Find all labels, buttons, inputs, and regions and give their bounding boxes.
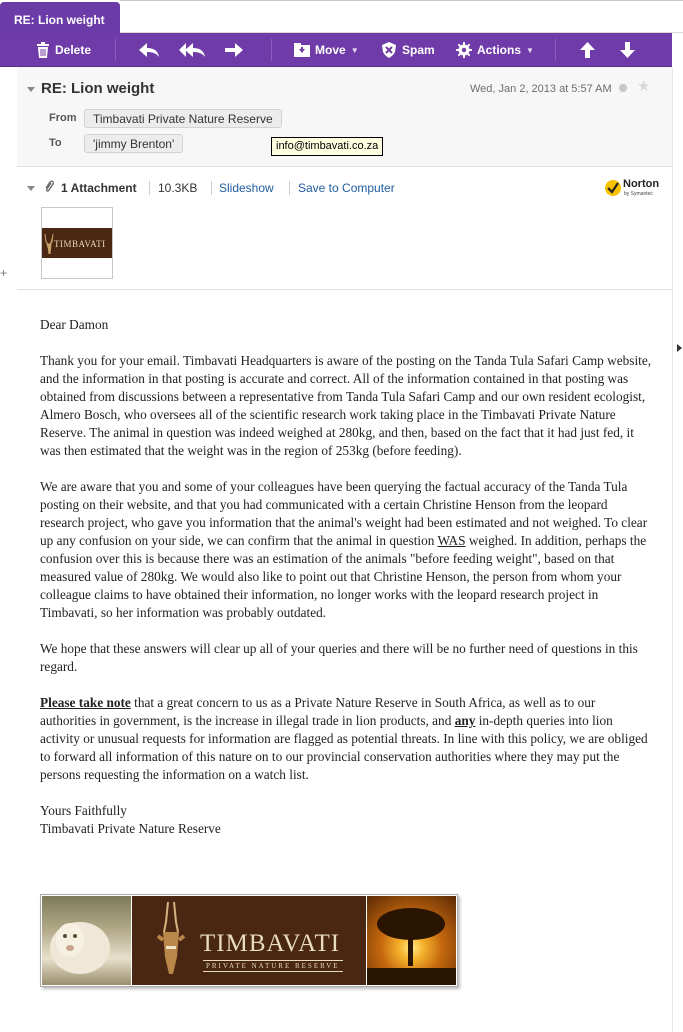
tab-message[interactable]: RE: Lion weight [0, 2, 120, 33]
para4-part-b: in-depth queries into lion activity or unusual requests for information are flagged as potential threats. In line with this policy, we are obliged to forward all information of this nature on to our provincial conservation authorities where they may put the persons requesting the information on a watch list. [40, 713, 648, 782]
attachment-thumbnail[interactable] [41, 207, 113, 279]
paperclip-icon [44, 180, 55, 194]
slideshow-link[interactable]: Slideshow [219, 181, 274, 195]
toolbar-divider [555, 39, 556, 61]
attachment-count: 1 Attachment [61, 181, 137, 195]
forward-button[interactable] [224, 33, 244, 67]
trash-icon [36, 42, 50, 58]
lion-image-icon [42, 896, 131, 985]
para4-any: any [454, 713, 476, 728]
signature: Timbavati Private Nature Reserve [40, 821, 221, 836]
spam-button[interactable] [381, 33, 435, 67]
body-paragraph-4 [40, 694, 654, 784]
attachments-bar [17, 167, 672, 203]
attachment-divider [211, 181, 212, 195]
tab-strip-rule [120, 0, 683, 1]
save-to-computer-link[interactable]: Save to Computer [298, 181, 395, 195]
forward-icon [224, 42, 244, 58]
arrow-down-icon [620, 42, 635, 58]
next-message-button[interactable] [620, 33, 635, 67]
delete-button[interactable] [36, 33, 91, 67]
para2-part-b: weighed. In addition, perhaps the confusion over this is because there was an estimation of the animals "before feeding weight", based on that measured value of 280kg. We would also like to point out that Christine Henson, the person from whom your colleague claims to have obtained their information, no longer works with the leopard research project in Timbavati, so her information was probably outdated. [40, 533, 647, 620]
arrow-up-icon [580, 42, 595, 58]
from-sender-pill[interactable]: Timbavati Private Nature Reserve [84, 109, 282, 128]
from-label: From [49, 112, 77, 124]
white-lion-photo [42, 896, 131, 985]
attachment-divider [149, 181, 150, 195]
gear-icon [456, 42, 472, 58]
move-label: Move [315, 43, 346, 57]
actions-button[interactable] [456, 33, 534, 67]
email-tooltip: info@timbavati.co.za [271, 137, 383, 156]
spam-label: Spam [402, 43, 435, 57]
delete-label: Delete [55, 43, 92, 57]
expand-right-icon[interactable] [677, 344, 682, 352]
to-recipient-pill[interactable]: 'jimmy Brenton' [84, 134, 183, 153]
norton-label: Norton [623, 178, 660, 190]
read-status-dot-icon[interactable] [619, 84, 627, 92]
pane-right-border [672, 67, 673, 1032]
collapse-header-icon[interactable] [27, 87, 35, 92]
reply-all-button[interactable] [178, 33, 206, 67]
move-folder-icon [294, 43, 310, 57]
thumbnail-logo-text: TIMBAVATI [54, 239, 106, 249]
banner-logo-subtitle: PRIVATE NATURE RESERVE [203, 960, 343, 972]
timbavati-banner [40, 894, 458, 987]
timbavati-logo [132, 896, 366, 985]
norton-check-icon [604, 179, 622, 197]
para2-was: WAS [437, 533, 466, 548]
move-button[interactable] [294, 33, 359, 67]
antelope-head-icon [146, 902, 196, 982]
message-date: Wed, Jan 2, 2013 at 5:57 AM [470, 83, 612, 95]
spam-shield-icon [381, 42, 397, 58]
reply-all-icon [178, 42, 206, 58]
norton-sub-label: by Symantec [624, 191, 653, 197]
banner-logo-text: TIMBAVATI [200, 930, 341, 957]
attachment-size: 10.3KB [158, 181, 198, 195]
message-toolbar [0, 33, 672, 67]
expand-pane-icon[interactable]: + [0, 266, 8, 280]
greeting: Dear Damon [40, 317, 109, 332]
closing: Yours Faithfully [40, 803, 127, 818]
body-paragraph-2 [40, 478, 654, 622]
para2-part-a: We are aware that you and some of your colleagues have been querying the factual accuracy of the Tanda Tula posting on their website, and that you had communicated with a certain Christine Henson from the leopard research project, who gave you information that the animal's weight had been estimated and not weighed. To clear up any confusion on your side, we can confirm that the animal in question [40, 479, 648, 548]
tree-silhouette-icon [367, 896, 456, 985]
message-body [40, 316, 654, 838]
message-subject: RE: Lion weight [41, 80, 155, 97]
chevron-down-icon: ▼ [526, 45, 534, 55]
sunset-tree-photo [367, 896, 456, 985]
to-label: To [49, 137, 62, 149]
toolbar-divider [271, 39, 272, 61]
reply-button[interactable] [138, 33, 160, 67]
thumbnail-logo-band [42, 228, 112, 258]
chevron-down-icon: ▼ [350, 45, 359, 55]
para4-part-a: that a great concern to us as a Private Nature Reserve in South Africa, as well as to our authorities in government, is the increase in illegal trade in lion products, and [40, 695, 596, 728]
collapse-attachments-icon[interactable] [27, 186, 35, 191]
actions-label: Actions [477, 43, 522, 57]
please-take-note: Please take note [40, 695, 131, 710]
norton-badge [604, 176, 660, 200]
body-paragraph-1: Thank you for your email. Timbavati Headquarters is aware of the posting on the Tanda Tula Safari Camp website, and the information in that posting is accurate and correct. All of the information contained in that posting was obtained from discussions between a representative from Tanda Tula Safari Camp and our own resident ecologist, Almero Bosch, who oversees all of the scientific research work taking place in the Timbavati Private Nature Reserve. The animal in question was indeed weighed at 280kg, and then, based on the fact that it had just fed, it was then estimated that the weight was in the region of 253kg (before feeding). [40, 353, 652, 458]
reply-icon [138, 42, 160, 58]
attachments-section [17, 167, 672, 290]
body-paragraph-3: We hope that these answers will clear up all of your queries and there will be no further need of questions in this regard. [40, 641, 638, 674]
antelope-icon [44, 232, 54, 254]
previous-message-button[interactable] [580, 33, 595, 67]
star-icon[interactable]: ★ [637, 78, 651, 95]
tab-strip [0, 0, 683, 33]
attachment-divider [289, 181, 290, 195]
toolbar-divider [115, 39, 116, 61]
message-header [17, 67, 672, 167]
